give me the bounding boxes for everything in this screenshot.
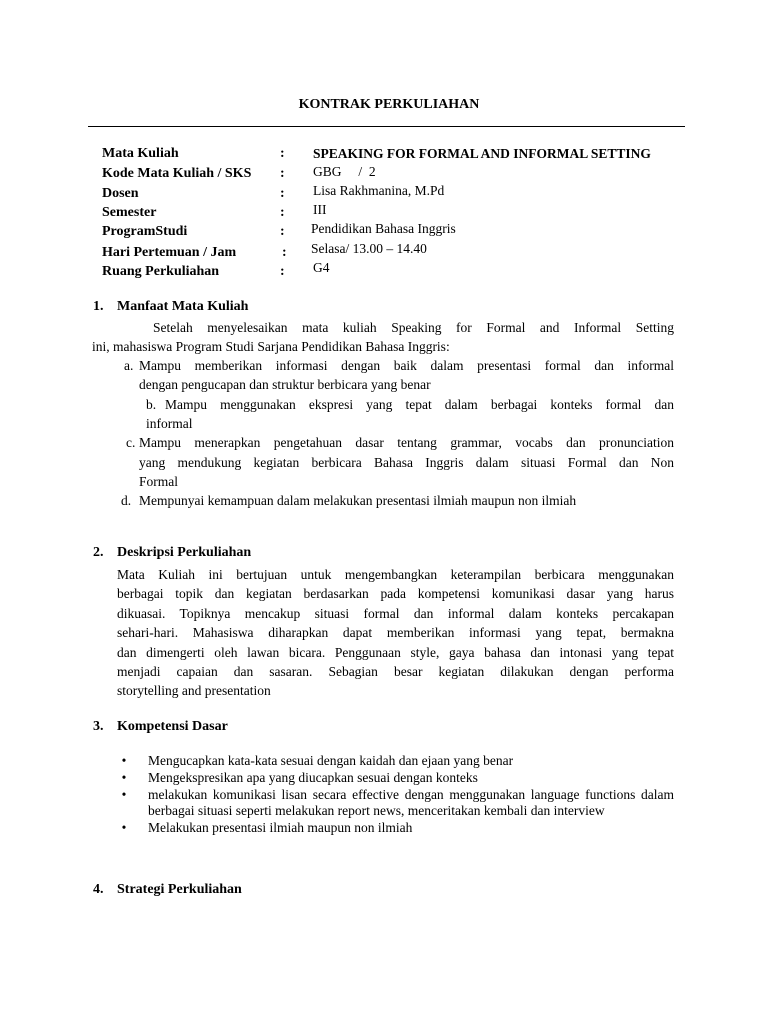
list-marker: d.	[121, 493, 132, 508]
info-label-semester: Semester	[102, 205, 157, 220]
document-title: KONTRAK PERKULIAHAN	[298, 97, 480, 112]
list-marker: b.	[146, 397, 157, 412]
info-colon: :	[280, 186, 285, 201]
info-label-kode: Kode Mata Kuliah / SKS	[102, 166, 252, 181]
deskripsi-line: menjadi capaian dan sasaran. Sebagian besar kegiatan dilakukan dengan performa	[117, 664, 674, 680]
bullet-icon: •	[121, 753, 127, 768]
title-divider	[88, 126, 685, 127]
manfaat-item-c-line1: Mampu menerapkan pengetahuan dasar tentang grammar, vocabs dan pronunciation	[139, 435, 674, 450]
section-heading-deskripsi: 2. Deskripsi Perkuliahan	[93, 545, 252, 560]
manfaat-item-b-line1: Mampu menggunakan ekspresi yang tepat dalam berbagai konteks formal dan	[165, 397, 674, 412]
manfaat-item-d-line1: Mempunyai kemampuan dalam melakukan presentasi ilmiah maupun non ilmiah	[139, 493, 577, 508]
section-heading-manfaat: 1. Manfaat Mata Kuliah	[93, 299, 249, 314]
list-item: • melakukan komunikasi lisan secara effective dengan menggunakan language functions dalam berbagai situasi seperti melakukan report news, menceritakan kembali dan interview	[118, 787, 674, 821]
list-item: • Mengekspresikan apa yang diucapkan sesuai dengan konteks	[118, 770, 674, 787]
kompetensi-list	[118, 753, 674, 837]
bullet-icon: •	[121, 769, 127, 785]
info-label-program-studi: ProgramStudi	[102, 224, 188, 239]
list-marker: c.	[126, 435, 136, 450]
manfaat-intro-line2: ini, mahasiswa Program Studi Sarjana Pendidikan Bahasa Inggris:	[92, 339, 450, 354]
manfaat-item-b-line2: informal	[146, 416, 193, 431]
list-marker: a.	[124, 358, 134, 373]
info-colon: :	[280, 224, 285, 239]
manfaat-item-a-line1: Mampu memberikan informasi dengan baik dalam presentasi formal dan informal	[139, 358, 674, 373]
info-colon: :	[282, 245, 287, 260]
info-value-mata-kuliah: SPEAKING FOR FORMAL AND INFORMAL SETTING	[313, 146, 651, 161]
list-item: • Melakukan presentasi ilmiah maupun non ilmiah	[118, 820, 674, 837]
info-value-kode: GBG / 2	[313, 164, 376, 179]
section-heading-strategi: 4. Strategi Perkuliahan	[93, 882, 242, 897]
deskripsi-line: dan dimengerti oleh lawan bicara. Penggunaan style, gaya bahasa dan intonasi yang tepat	[117, 644, 674, 660]
manfaat-item-c-line3: Formal	[139, 474, 178, 489]
deskripsi-line: sehari-hari. Mahasiswa diharapkan dapat memberikan informasi yang tepat, bermakna	[117, 625, 674, 641]
info-value-hari-jam: Selasa/ 13.00 – 14.40	[311, 241, 427, 256]
info-label-ruang: Ruang Perkuliahan	[102, 264, 220, 279]
info-colon: :	[280, 264, 285, 279]
deskripsi-line: storytelling and presentation	[117, 683, 271, 699]
info-colon: :	[280, 205, 285, 220]
info-colon: :	[280, 166, 285, 181]
list-item: • Mengucapkan kata-kata sesuai dengan kaidah dan ejaan yang benar	[118, 753, 674, 770]
info-label-mata-kuliah: Mata Kuliah	[102, 146, 179, 161]
bullet-icon: •	[121, 820, 127, 836]
manfaat-intro-line1: Setelah menyelesaikan mata kuliah Speaking for Formal and Informal Setting	[153, 320, 674, 335]
info-label-dosen: Dosen	[102, 186, 139, 201]
deskripsi-paragraph	[117, 565, 674, 701]
deskripsi-line: dikuasai. Topiknya mencakup situasi formal dan informal dalam konteks percakapan	[117, 605, 674, 621]
bullet-icon: •	[121, 786, 127, 802]
info-value-semester: III	[313, 202, 327, 217]
section-heading-kompetensi: 3. Kompetensi Dasar	[93, 719, 228, 734]
info-label-hari-jam: Hari Pertemuan / Jam	[102, 245, 237, 260]
info-colon: :	[280, 146, 285, 161]
info-value-ruang: G4	[313, 260, 330, 275]
deskripsi-line: berbagai topik dan kegiatan berdasarkan pada kompetensi komunikasi dasar yang harus	[117, 586, 674, 602]
info-value-program-studi: Pendidikan Bahasa Inggris	[311, 221, 456, 236]
info-value-dosen: Lisa Rakhmanina, M.Pd	[313, 183, 445, 198]
deskripsi-line: Mata Kuliah ini bertujuan untuk mengembangkan keterampilan berbicara menggunakan	[117, 567, 674, 582]
manfaat-item-a-line2: dengan pengucapan dan struktur berbicara yang benar	[139, 377, 431, 392]
manfaat-item-c-line2: yang mendukung kegiatan berbicara Bahasa Inggris dalam situasi Formal dan Non	[139, 455, 674, 470]
